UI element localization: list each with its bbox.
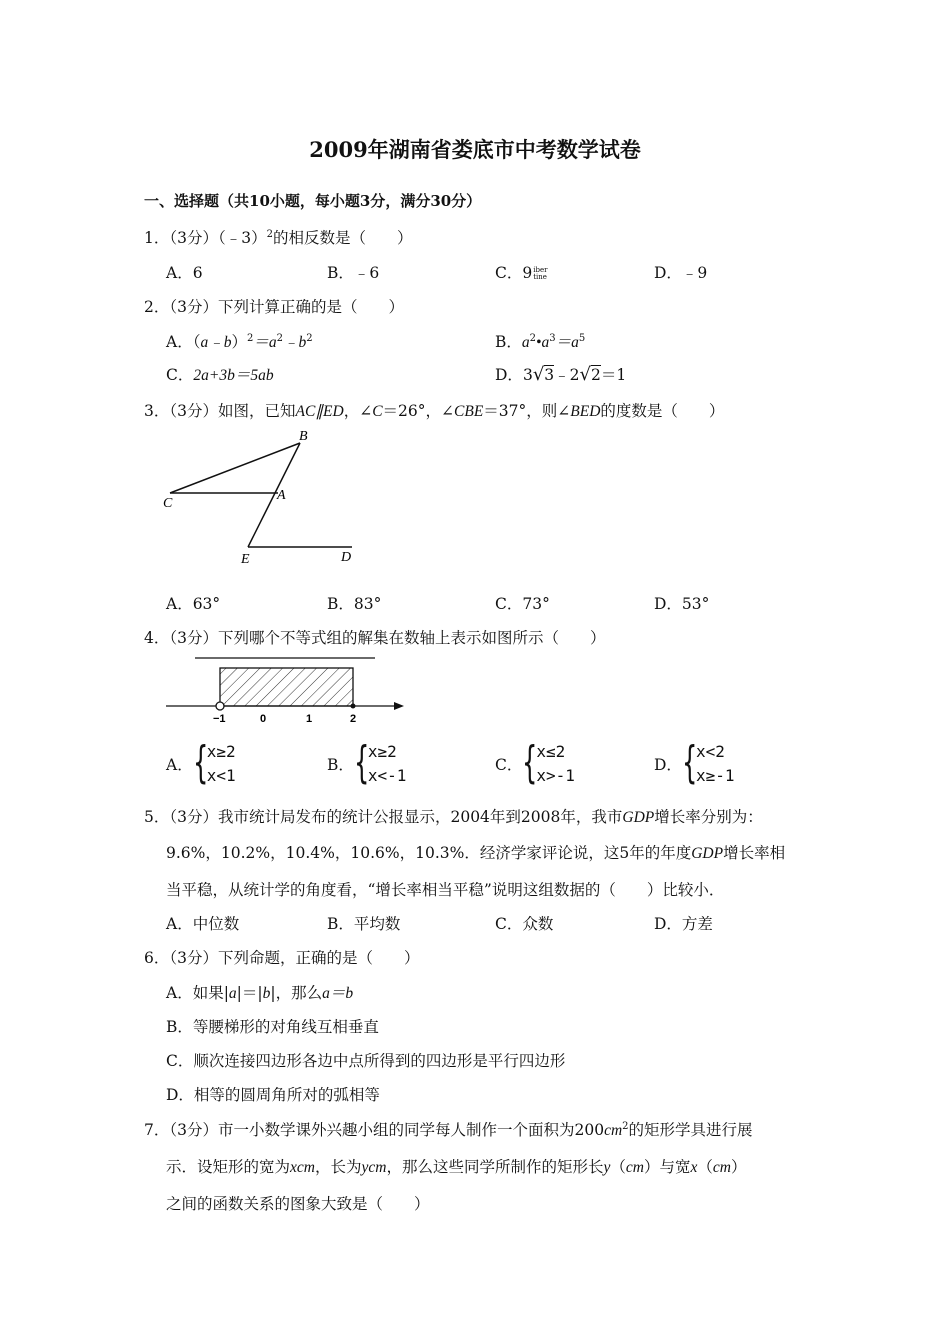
tick-label-1: 1: [306, 713, 313, 725]
q1-option-c[interactable]: C．9iber tine: [495, 264, 548, 282]
q4-option-c[interactable]: C． { x≤2 x>-1: [495, 737, 575, 788]
q6-option-a[interactable]: A．如果|a|＝|b|，那么a＝b: [166, 984, 354, 1002]
q4-option-d[interactable]: D． { x<2 x≥-1: [654, 737, 735, 788]
label-B: B: [299, 429, 308, 444]
sqrt-symbol: √: [532, 364, 545, 385]
q4-option-a[interactable]: A． { x≥2 x<1: [166, 737, 236, 788]
label-A: A: [277, 488, 286, 503]
inequality-system: { x≥2 x<1: [192, 737, 236, 788]
q6-option-d[interactable]: D．相等的圆周角所对的弧相等: [166, 1086, 380, 1104]
q5-option-a[interactable]: A．中位数: [166, 915, 240, 933]
question-5-line2: 9.6%，10.2%，10.4%，10.6%，10.3%．经济学家评论说，这5年的年度GDP增长率相: [166, 844, 786, 862]
question-4-stem: 4．（3分）下列哪个不等式组的解集在数轴上表示如图所示（ ）: [144, 629, 606, 647]
q2-option-b[interactable]: B．$a^2•a^3=a^5$: [495, 333, 586, 351]
question-5-line3: 当平稳，从统计学的角度看，“增长率相当平稳”说明这组数据的（ ）比较小．: [166, 881, 725, 899]
q5-option-b[interactable]: B．平均数: [327, 915, 401, 933]
q3-option-d[interactable]: D．53°: [654, 595, 710, 613]
q2-option-c[interactable]: C．2a+3b＝5ab: [166, 366, 274, 384]
inequality-system: { x≥2 x<-1: [353, 737, 407, 788]
label-E: E: [241, 552, 250, 567]
tick-label-minus1: −1: [213, 713, 226, 725]
q1-option-d[interactable]: D．﹣9: [654, 264, 708, 282]
q6-option-c[interactable]: C．顺次连接四边形各边中点所得到的四边形是平行四边形: [166, 1052, 566, 1070]
q5-option-c[interactable]: C．众数: [495, 915, 554, 933]
q2-option-a[interactable]: A．$(a﹣b)^2=a^2﹣b^2$: [166, 333, 313, 351]
question-6-stem: 6．（3分）下列命题，正确的是（ ）: [144, 949, 420, 967]
q4-number-line-figure: [166, 658, 404, 725]
tick-label-2: 2: [350, 713, 357, 725]
q3-option-b[interactable]: B．83°: [327, 595, 382, 613]
label-D: D: [341, 550, 352, 565]
sqrt-symbol: √: [579, 364, 592, 385]
tick-label-0: 0: [260, 713, 267, 725]
q1-option-b[interactable]: B．﹣6: [327, 264, 380, 282]
section-heading: 一、选择题（共10小题，每小题3分，满分30分）: [144, 192, 482, 210]
question-7-line3: 之间的函数关系的图象大致是（ ）: [166, 1195, 430, 1213]
line-CB: [170, 443, 300, 493]
open-circle-minus1: [216, 702, 224, 710]
question-7-line2: 示．设矩形的宽为xcm，长为ycm，那么这些同学所制作的矩形长y（cm）与宽x（cm）: [166, 1158, 747, 1176]
inequality-system: { x<2 x≥-1: [681, 737, 735, 788]
question-2-stem: 2．（3分）下列计算正确的是（ ）: [144, 298, 404, 316]
q4-option-b[interactable]: B． { x≥2 x<-1: [327, 737, 407, 788]
q6-option-b[interactable]: B．等腰梯形的对角线互相垂直: [166, 1018, 379, 1036]
page-title: 2009年湖南省娄底市中考数学试卷: [309, 137, 641, 162]
q1-option-a[interactable]: A．6: [166, 264, 203, 282]
question-3-stem: 3．（3分）如图，已知AC∥ED，∠C＝26°，∠CBE＝37°，则∠BED的度数是（ ）: [144, 402, 725, 420]
q3-option-c[interactable]: C．73°: [495, 595, 550, 613]
line-BE: [248, 443, 300, 547]
inequality-system: { x≤2 x>-1: [522, 737, 575, 788]
question-5-line1: 5．（3分）我市统计局发布的统计公报显示，2004年到2008年，我市GDP增长率分别为：: [144, 808, 763, 826]
axis-arrow-icon: [394, 702, 404, 710]
question-1-stem: 1．（3分）（﹣3）$^2$的相反数是（ ）: [144, 229, 413, 247]
question-7-line1: 7．（3分）市一小数学课外兴趣小组的同学每人制作一个面积为$200cm^2$的矩形学具进行展: [144, 1121, 753, 1139]
q5-option-d[interactable]: D．方差: [654, 915, 713, 933]
q4-hatched-region: [220, 668, 353, 706]
label-C: C: [163, 496, 173, 511]
closed-point-2: [351, 704, 356, 709]
q2-option-d[interactable]: D．3√3﹣2√2＝1: [495, 364, 627, 385]
q3-option-a[interactable]: A．63°: [166, 595, 221, 613]
